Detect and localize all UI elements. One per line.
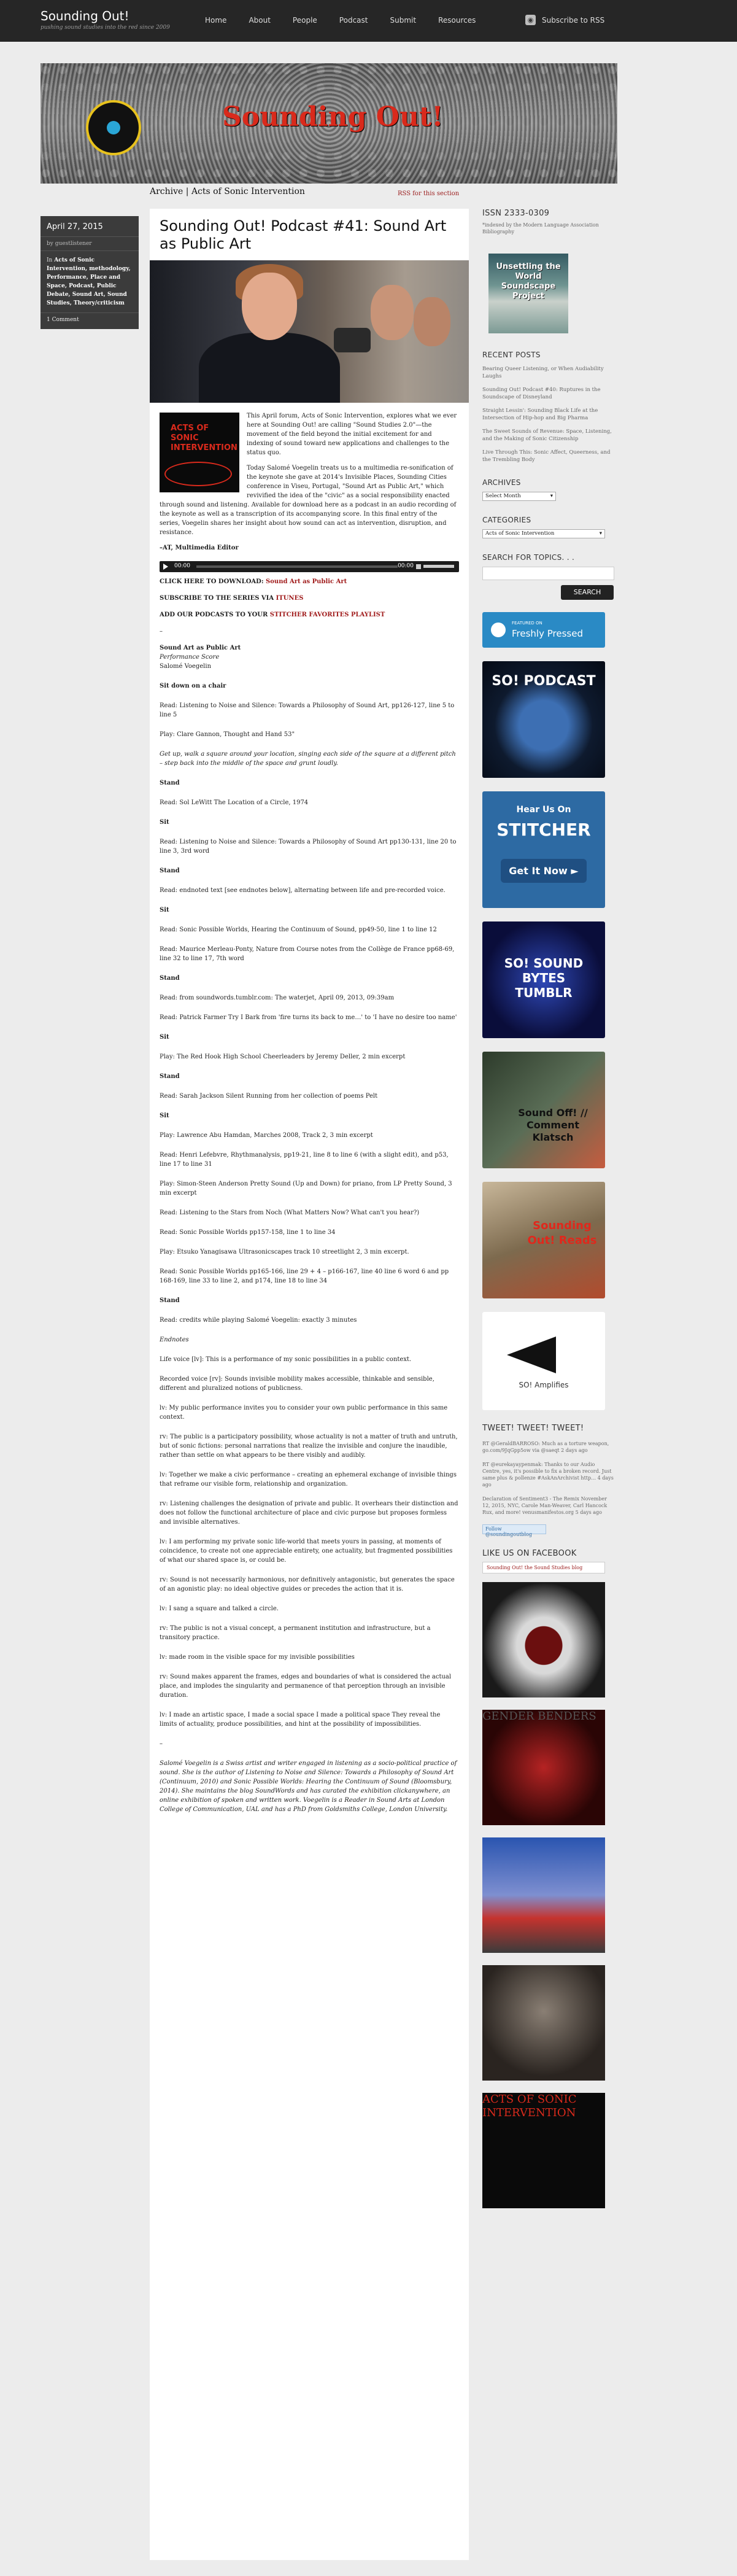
- playground-image[interactable]: [482, 1837, 605, 1953]
- score-direction: Stand: [160, 1073, 180, 1080]
- score-line: Read: Sonic Possible Worlds pp157-158, line 1 to line 34: [160, 1229, 336, 1236]
- banner-title: Sounding Out!: [222, 101, 444, 133]
- twitter-widget: [482, 1424, 614, 1537]
- post-meta-box: [41, 216, 139, 329]
- thumb-ring: [164, 462, 232, 486]
- stitcher-cta: Get It Now ►: [501, 859, 587, 883]
- score-line: Endnotes: [160, 1336, 189, 1343]
- stitcher-line: [160, 610, 459, 619]
- site-banner[interactable]: [41, 63, 617, 184]
- tweet[interactable]: RT @eurekayaypenmak: Thanks to our Audio Centre, yes, it's possible to fix a broken record. Just same plus & pollenze #AskAnArchivist http… 4 days ago: [482, 1462, 614, 1488]
- download-prefix: CLICK HERE TO DOWNLOAD:: [160, 578, 264, 585]
- top-bar: [0, 0, 737, 42]
- score-line: Play: Etsuko Yanagisawa Ultrasonicscapes track 10 streetlight 2, 3 min excerpt.: [160, 1249, 409, 1255]
- score-line: lv: Together we make a civic performance – creating an ephemeral exchange of invisible things that reframe our visible form, relationship and organization.: [160, 1472, 457, 1488]
- editor-signature: –AT, Multimedia Editor: [160, 545, 239, 551]
- recent-post-link[interactable]: The Sweet Sounds of Revenue: Space, Listening, and the Making of Sonic Citizenship: [482, 429, 612, 442]
- score-line: Play: Lawrence Abu Hamdan, Marches 2008, Track 2, 3 min excerpt: [160, 1132, 373, 1139]
- score-line: Read: Maurice Merleau-Ponty, Nature from Course notes from the Collège de France pp68-69, line 32 to line 17, 7th word: [160, 946, 455, 962]
- acts-of-sonic-intervention-thumbnail[interactable]: [160, 413, 239, 492]
- main-nav: [205, 16, 498, 25]
- microphone: [334, 328, 371, 352]
- speaker-body: [199, 333, 340, 403]
- gender-benders-promo[interactable]: [482, 1710, 605, 1825]
- score-direction: Stand: [160, 1297, 180, 1304]
- reads-promo[interactable]: [482, 1182, 605, 1298]
- progress-bar[interactable]: [196, 565, 398, 568]
- article: [150, 209, 469, 2560]
- audience-person: [414, 297, 450, 346]
- sound-bytes-promo[interactable]: [482, 921, 605, 1038]
- score-line: Play: Clare Gannon, Thought and Hand 53": [160, 731, 295, 738]
- time-total: 00:00: [398, 563, 414, 569]
- search-button[interactable]: SEARCH: [561, 585, 614, 600]
- score-line: Salomé Voegelin is a Swiss artist and writer engaged in listening as a socio-political practice of sound. She is the author of Listening to Noise and Silence: Towards a Philosophy of Sound Art (Continuum, 2010) and Sonic Possible Worlds: Hearing the Continuum of Sound (Bloomsbury, 2014). She maintains the blog SoundWords and has curated the exhibition clickanywhere, an online exhibition of spoken and written work. Voegelin is a Reader in Sound Arts at London College of Communication, UAL and has a PhD from Goldsmiths College, London University.: [160, 1760, 457, 1813]
- performance-score: [160, 643, 459, 1814]
- wordpress-icon: [491, 623, 506, 637]
- sonic-intervention-text: ACTS OF SONIC INTERVENTION: [482, 2093, 577, 2119]
- score-line: rv: The public is not a visual concept, a permanent institution and infrastructure, but a transitory practice.: [160, 1625, 431, 1641]
- download-line: [160, 577, 459, 586]
- comment-klatsch-text: Sound Off! // Comment Klatsch: [518, 1107, 588, 1143]
- score-author: Salomé Voegelin: [160, 663, 212, 670]
- site-tagline: pushing sound studies into the red since 2009: [41, 25, 170, 31]
- score-line: –: [160, 1740, 163, 1747]
- score-line: lv: My public performance invites you to consider your own public performance in this same context.: [160, 1405, 448, 1421]
- archives-heading: ARCHIVES: [482, 478, 521, 487]
- recent-post-link[interactable]: Bearing Queer Listening, or When Audiability Laughs: [482, 366, 604, 379]
- score-line: Read: Sarah Jackson Silent Running from her collection of poems Pelt: [160, 1093, 378, 1100]
- score-line: Read: Patrick Farmer Try I Bark from 'fire turns its back to me…' to 'I have no desire too name': [160, 1014, 457, 1021]
- freshly-top: FEATURED ON: [512, 621, 542, 626]
- comment-klatsch-promo[interactable]: [482, 1052, 605, 1168]
- search-input[interactable]: [482, 567, 614, 580]
- sound-bytes-text: SO! SOUND BYTES TUMBLR: [504, 956, 584, 1000]
- post-categories: [41, 251, 139, 313]
- score-line: Read: endnoted text [see endnotes below], alternating between life and pre-recorded voice.: [160, 887, 446, 894]
- tweet[interactable]: RT @GeraldBARROSO: Much as a torture weapon, go.com/9JqGpp5ow via @saeqt 2 days ago: [482, 1441, 609, 1453]
- score-direction: Sit: [160, 907, 169, 914]
- audience-person: [371, 285, 414, 340]
- mouth-image[interactable]: [482, 1582, 605, 1697]
- wsp-promo-image[interactable]: [488, 254, 568, 333]
- score-direction: Stand: [160, 867, 180, 874]
- search-heading: SEARCH FOR TOPICS. . .: [482, 553, 575, 562]
- score-body: [160, 681, 459, 1814]
- score-line: Read: Sonic Possible Worlds, Hearing the Continuum of Sound, pp49-50, line 1 to line 12: [160, 926, 437, 933]
- score-direction: Sit down on a chair: [160, 683, 226, 689]
- site-title[interactable]: Sounding Out!: [41, 9, 129, 23]
- score-line: Read: Listening to Noise and Silence: Towards a Philosophy of Sound Art pp130-131, line 20 to line 3, 3rd word: [160, 839, 457, 855]
- recent-posts-heading: RECENT POSTS: [482, 351, 541, 359]
- score-line: rv: The public is a participatory possibility, whose actuality is not a matter of truth and untruth, but of sonic fictions: personal narrations that realize the invisible and conjure the inaudible, rather than settle on what appears to be there visibly and audibly.: [160, 1433, 458, 1459]
- follow-twitter-button[interactable]: Follow @soundingoutblog: [482, 1524, 546, 1534]
- volume-slider[interactable]: [423, 565, 454, 568]
- thumb-text: ACTS OF SONIC INTERVENTION: [171, 424, 237, 452]
- post-date: April 27, 2015: [41, 216, 139, 237]
- score-line: Read: Listening to the Stars from Noch (What Matters Now? What can't you hear?): [160, 1209, 420, 1216]
- categories-value: Acts of Sonic Intervention: [485, 530, 555, 537]
- freshly-pressed-badge[interactable]: [482, 612, 605, 648]
- amplifies-promo[interactable]: [482, 1312, 605, 1410]
- nav-podcast[interactable]: Podcast: [339, 16, 368, 25]
- score-direction: Stand: [160, 975, 180, 982]
- score-line: rv: Listening challenges the designation of private and public. It overhears their distinction and does not follow the functional architecture of place and civic purpose but proposes formless and invisible alternatives.: [160, 1500, 458, 1526]
- score-line: rv: Sound makes apparent the frames, edges and boundaries of what is considered the actual place, and implodes the singularity and permanence of that perception through an invisible duration.: [160, 1674, 452, 1699]
- nav-submit[interactable]: Submit: [390, 16, 417, 25]
- subscribe-prefix: SUBSCRIBE TO THE SERIES VIA: [160, 595, 274, 602]
- separator: –: [160, 628, 163, 635]
- score-direction: Sit: [160, 1034, 169, 1041]
- record-disc-icon: [86, 100, 141, 155]
- score-line: Play: The Red Hook High School Cheerleaders by Jeremy Deller, 2 min excerpt: [160, 1053, 406, 1060]
- recent-post-link[interactable]: Sounding Out! Podcast #40: Ruptures in the Soundscape of Disneyland: [482, 387, 601, 400]
- rss-icon: ◉: [525, 15, 536, 25]
- subscribe-rss-link[interactable]: [525, 15, 604, 25]
- podcast-promo-text: SO! PODCAST: [492, 673, 596, 689]
- recent-post-link[interactable]: Live Through This: Sonic Affect, Queerness, and the Trembling Body: [482, 449, 611, 463]
- sonic-intervention-promo[interactable]: [482, 2093, 605, 2208]
- sidebar: [482, 209, 614, 2208]
- archives-value: Select Month: [485, 493, 521, 499]
- score-line: lv: I sang a square and talked a circle.: [160, 1605, 279, 1612]
- facebook-like-box[interactable]: Sounding Out! the Sound Studies blog: [482, 1562, 605, 1573]
- issn: ISSN 2333-0309: [482, 209, 550, 218]
- tweet[interactable]: Declaration of Sentiment3 - The Remix November 12, 2015, NYC, Carole Man-Weaver, Carl Hancock Rux, and more! venusmanifestos.org 5 days ago: [482, 1496, 608, 1515]
- reads-text: Sounding Out! Reads: [527, 1219, 597, 1247]
- score-line: rv: Sound is not necessarily harmonious, nor definitively antagonistic, but generates the space of an agonistic play: no ideal objective guides or precedes the action that it is.: [160, 1577, 455, 1593]
- stitcher-link[interactable]: STITCHER FAVORITES PLAYLIST: [269, 611, 385, 618]
- add-prefix: ADD OUR PODCASTS TO YOUR: [160, 611, 268, 618]
- categories-heading: CATEGORIES: [482, 516, 531, 524]
- score-line: Get up, walk a square around your location, singing each side of the square at a different pitch – step back into the middle of the space and grunt loudly.: [160, 751, 456, 767]
- stitcher-promo[interactable]: [482, 791, 605, 908]
- nav-people[interactable]: People: [292, 16, 317, 25]
- archive-heading: Archive | Acts of Sonic Intervention: [150, 187, 305, 196]
- score-line: lv: made room in the visible space for my invisible possibilities: [160, 1654, 355, 1661]
- score-direction: Sit: [160, 1112, 169, 1119]
- time-elapsed: 00:00: [174, 563, 190, 569]
- score-line: Play: Simon-Steen Anderson Pretty Sound (Up and Down) for priano, from LP Pretty Sound, 3 min excerpt: [160, 1181, 452, 1197]
- speaker-photo: [150, 260, 469, 403]
- wsp-text: Unsettling the World Soundscape Project: [496, 262, 561, 301]
- categories-prefix: In: [47, 257, 53, 263]
- score-subtitle: Performance Score: [160, 654, 220, 661]
- speaker-face: [242, 273, 297, 340]
- score-line: Read: Listening to Noise and Silence: Towards a Philosophy of Sound Art, pp126-127, line 5 to line 5: [160, 702, 455, 718]
- nav-about[interactable]: About: [249, 16, 271, 25]
- issn-note: *indexed by the Modern Language Association Bibliography: [482, 222, 599, 235]
- so-logo: [64, 87, 162, 160]
- nav-resources[interactable]: Resources: [438, 16, 476, 25]
- intro-paragraph-1: This April forum, Acts of Sonic Intervention, explores what we ever here at Sounding Out! are calling "Sound Studies 2.0"—the movement of the field beyond the initial excitement for and indexing of sound toward new applications and challenges to the status quo.: [247, 413, 457, 456]
- chevron-down-icon: ▾: [550, 493, 553, 499]
- download-link[interactable]: Sound Art as Public Art: [266, 578, 347, 585]
- score-line: Read: Sonic Possible Worlds pp165-166, line 29 + 4 – p166-167, line 40 line 6 word 6 and pp 168-169, line 33 to line 2, and p174, line 18 to line 34: [160, 1268, 449, 1284]
- score-line: lv: I made an artistic space, I made a social space I made a political space They reveal the limits of actuality, produce possibilities, and hint at the possibility of impossibilities.: [160, 1712, 441, 1728]
- score-line: Life voice [lv]: This is a performance of my sonic possibilities in a public context.: [160, 1356, 412, 1363]
- score-line: Read: Henri Lefebvre, Rhythmanalysis, pp19-21, line 8 to line 6 (with a slight edit), and p53, line 17 to line 31: [160, 1152, 449, 1168]
- score-title: Sound Art as Public Art: [160, 645, 241, 651]
- gender-benders-text: GENDER BENDERS: [482, 1710, 596, 1723]
- chevron-down-icon: ▾: [599, 530, 602, 537]
- audio-player[interactable]: [160, 561, 459, 572]
- stitcher-name: STITCHER: [496, 820, 591, 840]
- megaphone-icon: [507, 1336, 556, 1373]
- facebook-heading: LIKE US ON FACEBOOK: [482, 1549, 577, 1558]
- score-line: Recorded voice [rv]: Sounds invisible mobility makes accessible, thinkable and sensible, different and pluralized notions of publicness.: [160, 1376, 434, 1392]
- subscribe-line: [160, 594, 459, 603]
- twitter-heading: TWEET! TWEET! TWEET!: [482, 1424, 584, 1433]
- intro: [160, 411, 459, 553]
- score-line: Read: credits while playing Salomé Voegelin: exactly 3 minutes: [160, 1317, 357, 1324]
- recent-post-link[interactable]: Straight Lessin': Sounding Black Life at the Intersection of Hip-hop and Big Pharma: [482, 408, 598, 421]
- stitcher-hear: Hear Us On: [516, 805, 571, 815]
- intro-paragraph-2: Today Salomé Voegelin treats us to a multimedia re-sonification of the keynote she gave at 2014's Invisible Places, Sounding Cities conference in Viseu, Portugal, "Sound Art as Public Art," which revivified the idea of the "civic" as a social responsibility enacted through sound and listening. Available for download here as a podcast in an audio recording of the keynote as well as a transcription of its accompanying score. In this final entry of the series, Voegelin shares her insight about how sound can act as intervention, disruption, and resistance.: [160, 465, 457, 536]
- podcast-promo[interactable]: [482, 661, 605, 778]
- score-line: Read: from soundwords.tumblr.com: The waterjet, April 09, 2013, 09:39am: [160, 995, 395, 1001]
- comments-link[interactable]: 1 Comment: [47, 317, 79, 323]
- nav-home[interactable]: Home: [205, 16, 227, 25]
- subscribe-rss-label: Subscribe to RSS: [542, 15, 605, 25]
- section-rss-link[interactable]: RSS for this section: [398, 190, 460, 197]
- post-title[interactable]: Sounding Out! Podcast #41: Sound Art as Public Art: [160, 217, 447, 252]
- category-links[interactable]: Acts of Sonic Intervention, methodology, Performance, Place and Space, Podcast, Public Debate, Sound Art, Sound Studies, Theory/criticism: [47, 257, 131, 306]
- concert-image[interactable]: [482, 1965, 605, 2081]
- post-author[interactable]: by guestlistener: [41, 237, 139, 251]
- score-line: lv: I am performing my private sonic life-world that meets yours in passing, at moments of coincidence, to create not one appreciable entirety, one actuality, but fragmented possibilities of what our shared space is, or could be.: [160, 1538, 453, 1564]
- itunes-link[interactable]: ITUNES: [276, 595, 304, 602]
- score-line: Read: Sol LeWitt The Location of a Circle, 1974: [160, 799, 309, 806]
- amplifies-text: SO! Amplifies: [519, 1381, 569, 1389]
- categories-select[interactable]: [482, 529, 605, 538]
- freshly-main: Freshly Pressed: [512, 628, 583, 639]
- speaker-icon[interactable]: [416, 564, 421, 569]
- recent-posts: [482, 351, 614, 464]
- archives-select[interactable]: [482, 492, 556, 501]
- score-direction: Stand: [160, 780, 180, 786]
- play-icon[interactable]: [163, 564, 168, 570]
- score-direction: Sit: [160, 819, 169, 826]
